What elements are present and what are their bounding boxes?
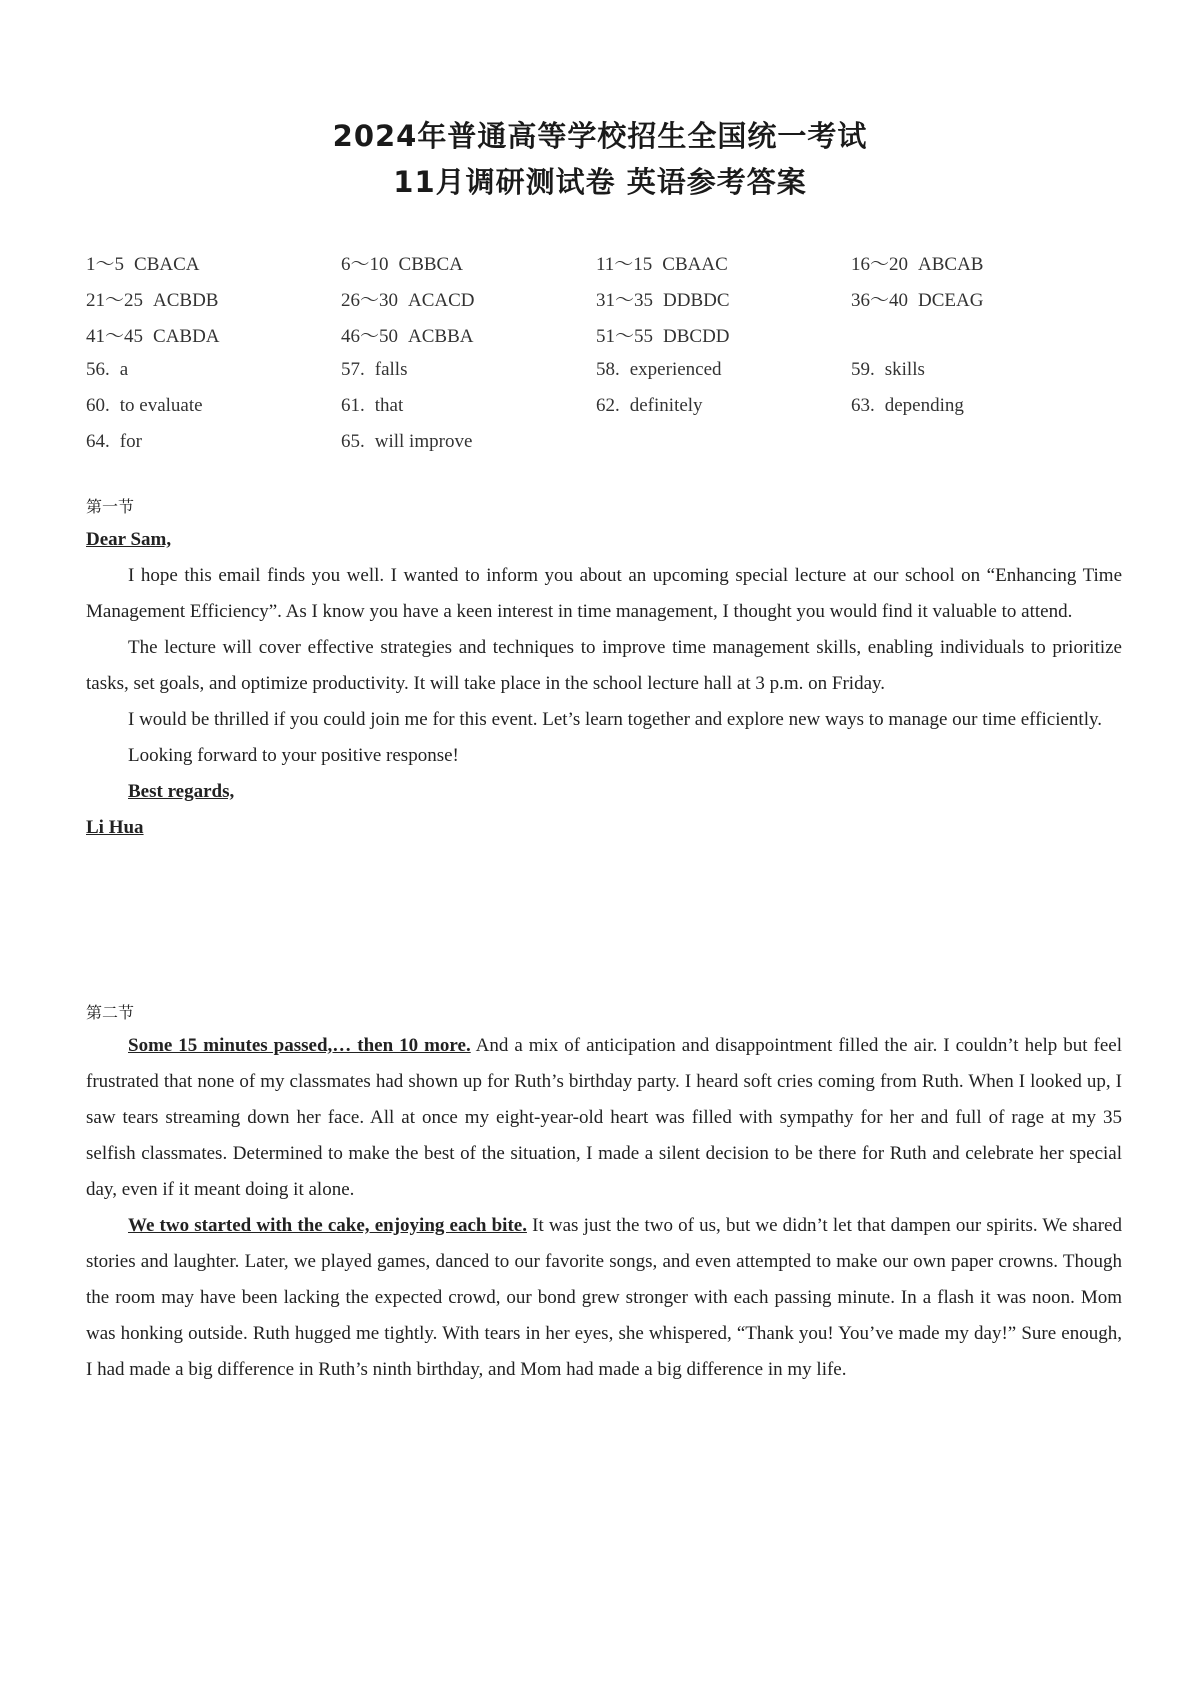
story-paragraph <box>86 1208 1122 1388</box>
answer-item <box>851 431 1106 453</box>
answer-item <box>596 321 851 348</box>
letter-paragraph: I would be thrilled if you could join me for this event. Let’s learn together and explore new ways to manage our time efficiently. <box>128 709 1102 730</box>
answer-value: a <box>119 359 129 380</box>
answer-item <box>596 285 851 312</box>
answer-row <box>86 424 1126 460</box>
letter-paragraph: The lecture will cover effective strategies and techniques to improve time management skills, enabling individuals to prioritize tasks, set goals, and optimize productivity. It will take place in the school lecture hall at 3 p.m. on Friday. <box>86 637 1122 694</box>
answer-value: definitely <box>629 395 703 416</box>
answer-item <box>86 321 341 348</box>
answer-range: 60. <box>86 395 110 416</box>
answer-item <box>851 395 1106 417</box>
answer-value: skills <box>884 359 925 380</box>
answer-range: 36～40 <box>851 289 909 311</box>
answer-value: falls <box>374 359 408 380</box>
answer-value: experienced <box>629 359 722 380</box>
answer-value: CBAAC <box>662 253 728 275</box>
letter-closing-text: Best regards, <box>128 781 235 802</box>
page-title: 2024年普通高等学校招生全国统一考试 <box>332 119 868 153</box>
answer-value: CABDA <box>153 325 220 347</box>
answer-range: 56. <box>86 359 110 380</box>
answer-range: 51～55 <box>596 325 654 347</box>
answer-grid <box>86 244 1126 460</box>
answer-range: 26～30 <box>341 289 399 311</box>
section-1-letter <box>86 522 1122 846</box>
story-text: It was just the two of us, but we didn’t let that dampen our spirits. We shared stories and laughter. Later, we played games, danced to our favorite songs, and even attempted to make our own paper crowns. Though the room may have been lacking the expected crowd, our bond grew stronger with each passing minute. In a flash it was noon. Mom was honking outside. Ruth hugged me tightly. With tears in her eyes, she whispered, “Thank you! You’ve made my day!” Sure enough, I had made a big difference in Ruth’s ninth birthday, and Mom had made a big difference in my life. <box>86 1215 1122 1380</box>
answer-item <box>596 249 851 276</box>
answer-range: 64. <box>86 431 110 452</box>
section-2-heading: 第二节 <box>86 1003 135 1022</box>
story-lead-sentence: Some 15 minutes passed,… then 10 more. <box>128 1035 471 1056</box>
answer-item <box>86 431 341 453</box>
answer-value: for <box>119 431 142 452</box>
answer-value: will improve <box>374 431 473 452</box>
answer-range: 16～20 <box>851 253 909 275</box>
story-lead-sentence: We two started with the cake, enjoying each bite. <box>128 1215 527 1236</box>
answer-range: 65. <box>341 431 365 452</box>
letter-closing <box>86 774 1122 810</box>
answer-range: 61. <box>341 395 365 416</box>
answer-range: 46～50 <box>341 325 399 347</box>
answer-item <box>86 285 341 312</box>
answer-item <box>341 359 596 381</box>
answer-item <box>851 359 1106 381</box>
answer-value: CBACA <box>134 253 200 275</box>
answer-item <box>596 359 851 381</box>
answer-item <box>341 431 596 453</box>
story-text: And a mix of anticipation and disappointment filled the air. I couldn’t help but feel frustrated that none of my classmates had shown up for Ruth’s birthday party. I heard soft cries coming from Ruth. When I looked up, I saw tears streaming down her face. All at once my eight-year-old heart was filled with sympathy for her and full of rage at my 35 selfish classmates. Determined to make the best of the situation, I made a silent decision to be there for Ruth and celebrate her special day, even if it meant doing it alone. <box>86 1035 1122 1200</box>
answer-value: ABCAB <box>918 253 984 275</box>
answer-range: 59. <box>851 359 875 380</box>
answer-row <box>86 280 1126 316</box>
section-2-story <box>86 1028 1122 1388</box>
answer-item <box>341 285 596 312</box>
answer-item <box>86 359 341 381</box>
answer-item <box>341 321 596 348</box>
answer-item <box>86 395 341 417</box>
answer-range: 63. <box>851 395 875 416</box>
answer-value: DBCDD <box>663 325 730 347</box>
letter-paragraph: Looking forward to your positive response! <box>128 745 459 766</box>
letter-signature: Li Hua <box>86 817 144 838</box>
answer-range: 21～25 <box>86 289 144 311</box>
answer-range: 1～5 <box>86 253 125 275</box>
answer-row <box>86 388 1126 424</box>
answer-item <box>851 285 1106 312</box>
answer-value: CBBCA <box>398 253 463 275</box>
answer-range: 41～45 <box>86 325 144 347</box>
answer-value: to evaluate <box>119 395 203 416</box>
answer-item <box>851 249 1106 276</box>
answer-item <box>851 323 1106 345</box>
answer-item <box>596 431 851 453</box>
answer-range: 62. <box>596 395 620 416</box>
answer-range: 6～10 <box>341 253 389 275</box>
answer-value: ACBBA <box>408 325 474 347</box>
answer-range: 58. <box>596 359 620 380</box>
answer-item <box>596 395 851 417</box>
answer-value: ACACD <box>408 289 475 311</box>
answer-value: DDBDC <box>663 289 730 311</box>
letter-paragraph: I hope this email finds you well. I wanted to inform you about an upcoming special lecture at our school on “Enhancing Time Management Efficiency”. As I know you have a keen interest in time management, I thought you would find it valuable to attend. <box>86 565 1122 622</box>
answer-item <box>341 395 596 417</box>
answer-item <box>86 249 341 276</box>
answer-value: ACBDB <box>153 289 219 311</box>
page-subtitle: 11月调研测试卷 英语参考答案 <box>393 165 807 199</box>
letter-greeting: Dear Sam, <box>86 529 172 550</box>
answer-value: DCEAG <box>918 289 984 311</box>
answer-item <box>341 249 596 276</box>
story-paragraph <box>86 1028 1122 1208</box>
answer-row <box>86 352 1126 388</box>
answer-row <box>86 316 1126 352</box>
answer-value: that <box>374 395 404 416</box>
answer-range: 11～15 <box>596 253 653 275</box>
answer-row <box>86 244 1126 280</box>
answer-range: 31～35 <box>596 289 654 311</box>
answer-value: depending <box>884 395 964 416</box>
answer-range: 57. <box>341 359 365 380</box>
section-1-heading: 第一节 <box>86 497 135 516</box>
